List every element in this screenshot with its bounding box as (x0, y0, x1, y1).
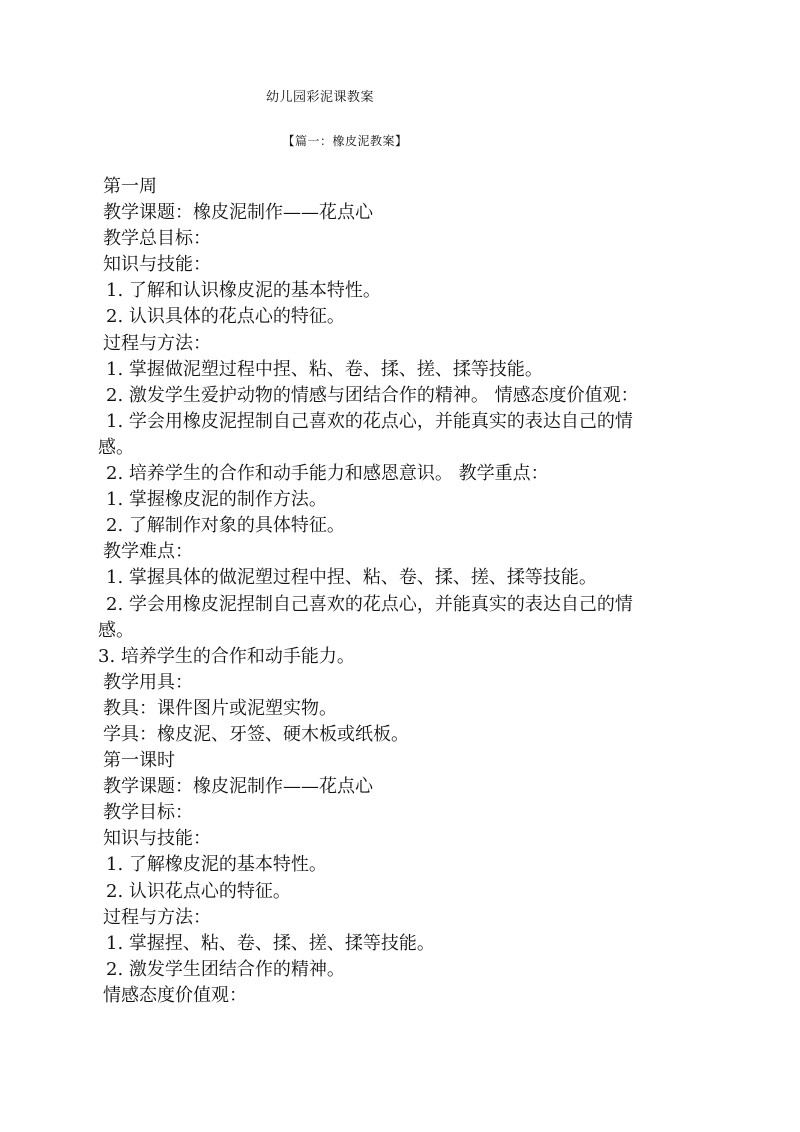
text-line: 1. 学会用橡皮泥捏制自己喜欢的花点心，并能真实的表达自己的情 (106, 410, 633, 432)
text-line: 过程与方法： (103, 906, 211, 928)
text-line: 教学难点： (103, 541, 193, 563)
text-line: 2. 培养学生的合作和动手能力和感恩意识。 教学重点： (106, 463, 549, 485)
text-line: 教学用具： (103, 671, 193, 693)
text-line: 第一课时 (103, 750, 175, 772)
text-line: 2. 认识具体的花点心的特征。 (106, 306, 345, 328)
text-line: 教学目标： (103, 802, 193, 824)
text-line: 教学课题：橡皮泥制作——花点心 (103, 202, 373, 224)
text-line: 2. 认识花点心的特征。 (106, 880, 291, 902)
text-line: 第一周 (103, 176, 157, 197)
text-line: 教学总目标： (103, 228, 211, 250)
text-line: 教学课题：橡皮泥制作——花点心 (103, 776, 373, 798)
text-line: 2. 学会用橡皮泥捏制自己喜欢的花点心，并能真实的表达自己的情 (106, 593, 633, 615)
text-line: 学具：橡皮泥、牙签、硬木板或纸板。 (103, 723, 409, 745)
text-line: 情感态度价值观： (103, 984, 247, 1006)
text-line: 2. 激发学生爱护动物的情感与团结合作的精神。 情感态度价值观： (106, 384, 639, 406)
text-line: 2. 激发学生团结合作的精神。 (106, 958, 345, 980)
text-line: 感。 (98, 619, 134, 641)
text-line: 1. 掌握做泥塑过程中捏、粘、卷、揉、搓、揉等技能。 (106, 358, 543, 380)
text-line: 教具：课件图片或泥塑实物。 (103, 697, 337, 719)
document-title: 幼儿园彩泥课教案 (265, 90, 374, 105)
text-line: 1. 了解橡皮泥的基本特性。 (106, 854, 327, 876)
text-line: 1. 掌握捏、粘、卷、揉、搓、揉等技能。 (106, 932, 435, 954)
text-line: 感。 (98, 436, 134, 458)
document-body (96, 174, 716, 1009)
text-line: 3. 培养学生的合作和动手能力。 (98, 645, 355, 667)
text-line: 1. 掌握具体的做泥塑过程中捏、粘、卷、揉、搓、揉等技能。 (106, 567, 597, 589)
text-line: 1. 了解和认识橡皮泥的基本特性。 (106, 280, 381, 302)
text-line: 知识与技能： (103, 254, 211, 276)
text-line: 知识与技能： (103, 828, 211, 850)
text-line: 过程与方法： (103, 332, 211, 354)
text-line: 1. 掌握橡皮泥的制作方法。 (106, 489, 327, 511)
text-line: 2. 了解制作对象的具体特征。 (106, 515, 345, 537)
document-subtitle: 【篇一：橡皮泥教案】 (282, 134, 408, 148)
